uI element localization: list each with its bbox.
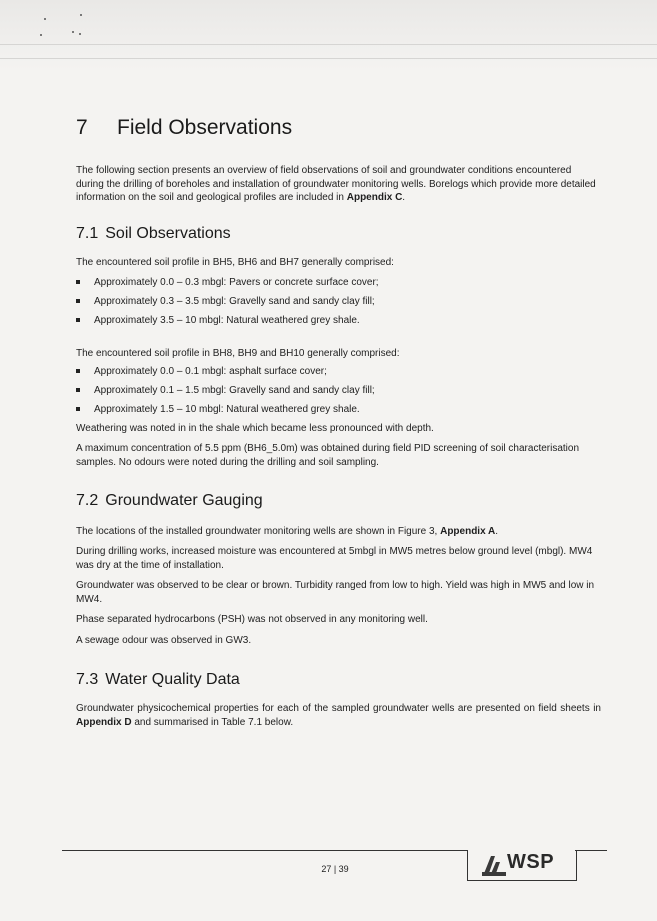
- scan-top-shading: [0, 0, 657, 70]
- list-item: Approximately 0.1 – 1.5 mbgl: Gravelly sand and sandy clay fill;: [76, 384, 601, 403]
- soil-profile-1-intro: The encountered soil profile in BH5, BH6 and BH7 generally comprised:: [76, 257, 394, 268]
- logo-frame-tick: [575, 850, 607, 851]
- water-quality-paragraph: Groundwater physicochemical properties for each of the sampled groundwater wells are presented on field sheets in Appendix D and summarised in Table 7.1 below.: [76, 703, 601, 728]
- subsection-number: 7.3: [76, 671, 99, 688]
- list-item: Approximately 1.5 – 10 mbgl: Natural weathered grey shale.: [76, 403, 601, 422]
- list-item: Approximately 0.0 – 0.1 mbgl: asphalt surface cover;: [76, 365, 601, 384]
- subsection-heading-7-1: [76, 225, 231, 243]
- weathering-note: Weathering was noted in in the shale which became less pronounced with depth.: [76, 423, 434, 434]
- bullet-icon: [76, 318, 80, 322]
- scan-speck: [44, 18, 46, 20]
- bullet-icon: [76, 299, 80, 303]
- scan-artifact-line: [0, 44, 657, 45]
- well-locations-paragraph: The locations of the installed groundwater monitoring wells are shown in Figure 3, Appendix A.: [76, 526, 499, 537]
- pid-screening-paragraph: A maximum concentration of 5.5 ppm (BH6_5.0m) was obtained during field PID screening of soil characterisation samples. No odours were noted during the drilling and soil sampling.: [76, 443, 580, 468]
- scan-speck: [80, 14, 82, 16]
- subsection-heading-7-3: [76, 671, 240, 689]
- soil-profile-2-intro: The encountered soil profile in BH8, BH9 and BH10 generally comprised:: [76, 348, 400, 359]
- section-number: 7: [76, 116, 88, 139]
- bullet-icon: [76, 388, 80, 392]
- intro-paragraph: The following section presents an overview of field observations of soil and groundwater conditions encountered during the drilling of boreholes and installation of groundwater monitoring wells. Borelogs which provide more detailed information on the soil and geological profiles are included in Appendix C.: [76, 165, 596, 203]
- subsection-number: 7.1: [76, 225, 99, 242]
- page-number: 27 | 39: [321, 864, 349, 874]
- subsection-title: Water Quality Data: [105, 671, 240, 688]
- footer-rule: [62, 850, 468, 851]
- scan-speck: [40, 34, 42, 36]
- bullet-icon: [76, 280, 80, 284]
- list-item: Approximately 3.5 – 10 mbgl: Natural weathered grey shale.: [76, 314, 601, 333]
- scan-speck: [79, 33, 81, 35]
- bullet-icon: [76, 369, 80, 373]
- list-item: Approximately 0.3 – 3.5 mbgl: Gravelly sand and sandy clay fill;: [76, 295, 601, 314]
- subsection-title: Groundwater Gauging: [105, 492, 263, 509]
- soil-profile-2-list: [76, 365, 601, 422]
- wsp-logo-text: WSP: [507, 851, 555, 873]
- bullet-icon: [76, 407, 80, 411]
- wsp-logo-mark-icon: [481, 854, 507, 878]
- scan-speck: [72, 31, 74, 33]
- scan-artifact-line: [0, 58, 657, 59]
- subsection-title: Soil Observations: [105, 225, 231, 242]
- psh-paragraph: Phase separated hydrocarbons (PSH) was not observed in any monitoring well.: [76, 614, 428, 625]
- drilling-moisture-paragraph: During drilling works, increased moisture was encountered at 5mbgl in MW5 metres below ground level (mbgl). MW4 was dry at the time of installation.: [76, 546, 593, 571]
- groundwater-observed-paragraph: Groundwater was observed to be clear or brown. Turbidity ranged from low to high. Yield was high in MW5 and low in MW4.: [76, 580, 595, 605]
- section-title: Field Observations: [117, 116, 293, 139]
- section-heading: [76, 116, 576, 140]
- subsection-number: 7.2: [76, 492, 99, 509]
- odour-paragraph: A sewage odour was observed in GW3.: [76, 635, 252, 646]
- list-item: Approximately 0.0 – 0.3 mbgl: Pavers or concrete surface cover;: [76, 276, 601, 295]
- soil-profile-1-list: [76, 276, 601, 333]
- subsection-heading-7-2: [76, 492, 263, 510]
